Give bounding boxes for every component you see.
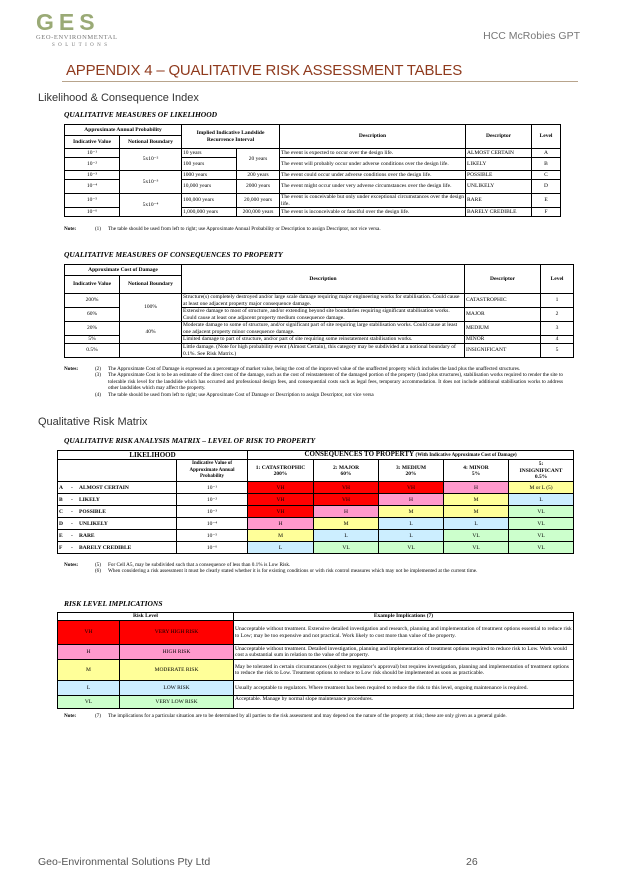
matrix-row <box>58 530 574 542</box>
risk-cell: VL <box>379 542 444 554</box>
matrix-probability: 10⁻⁶ <box>177 542 248 554</box>
table-cell: 100% <box>120 294 182 322</box>
table-cell: 10⁻⁶ <box>65 208 120 217</box>
likelihood-code: E <box>59 532 63 539</box>
table-cell: UNLIKELY <box>466 180 532 194</box>
table-cell: 5x10⁻³ <box>120 171 182 194</box>
risk-cell: L <box>248 542 314 554</box>
note-text: The Approximate Cost is to be an estimate of the direct cost of the damage, such as the cost of reinstatement of the damaged portion of the property (land plus structures), stabilisation works required to render the site to tolerable risk level for the landslide which has occurred and professional design fees, and consequential costs such as legal fees, temporary accommodation. It does not include additional stabilisation works to address other landslides which may affect the property. <box>108 372 563 392</box>
table-cell: The event is conceivable but only under exceptional circumstances over the design life. <box>281 194 465 207</box>
table-cell: The event could occur under adverse conditions over the design life. <box>280 171 466 180</box>
note-number: (1) <box>94 226 101 232</box>
table-cell: 10⁻⁴ <box>65 180 120 194</box>
matrix-row <box>58 482 574 494</box>
risk-cell: M <box>314 518 379 530</box>
note-number: (6) <box>94 568 101 575</box>
indicative-header: Indicative Value <box>65 136 120 149</box>
table-cell: MINOR <box>465 336 541 344</box>
risk-cell: VL <box>509 506 574 518</box>
likelihood-table <box>64 124 561 217</box>
table-cell: 5x10⁻⁴ <box>120 194 182 217</box>
risk-cell: VH <box>248 494 314 506</box>
table-cell: 1,000,000 years <box>182 208 237 217</box>
notional-header: Notional Boundary <box>120 136 182 149</box>
risk-cell: VH <box>248 506 314 518</box>
risk-cell: VH <box>314 494 379 506</box>
likelihood-name: RARE <box>79 532 95 539</box>
risk-level-header: Risk Level <box>58 613 234 621</box>
risk-matrix-table <box>57 450 574 554</box>
table-cell: 10 years <box>182 149 237 158</box>
risk-name-cell: HIGH RISK <box>120 645 234 660</box>
level-header: Level <box>532 125 561 149</box>
risk-cell: H <box>314 506 379 518</box>
likelihood-name: ALMOST CERTAIN <box>79 484 129 491</box>
table-cell: 10⁻³ <box>65 171 120 180</box>
cost-header: Approximate Cost of Damage <box>65 265 182 276</box>
recurrence-header: Implied Indicative Landslide Recurrence Interval <box>182 125 280 149</box>
table-cell: 5% <box>65 336 120 344</box>
company-logo <box>36 10 156 54</box>
table-cell: Moderate damage to some of structure, and/or significant part of site requiring large stabilisation works. Could cause at least one adjacent property minor consequence damage. <box>182 322 465 336</box>
column-minor <box>444 460 509 482</box>
matrix-row <box>58 494 574 506</box>
likelihood-code: F <box>59 544 63 551</box>
risk-cell: M <box>248 530 314 542</box>
consequences-header-sub: (With Indicative Approximate Cost of Damage) <box>415 453 517 458</box>
table-cell: 10,000 years <box>182 180 237 194</box>
likelihood-code: A <box>59 484 63 491</box>
logo-main-text: GES <box>36 9 100 35</box>
table-cell: The event might occur under very adverse circumstances over the design life. <box>280 180 466 194</box>
risk-name-cell: LOW RISK <box>120 681 234 696</box>
page-number: 26 <box>466 856 478 868</box>
separator-dash: - <box>71 508 73 515</box>
table-cell: 5 <box>541 344 574 358</box>
note-label: Notes: <box>64 366 79 372</box>
column-label: 4: MINOR <box>463 464 489 471</box>
column-value: 200% <box>273 470 288 477</box>
matrix-probability: 10⁻⁵ <box>177 530 248 542</box>
title-divider <box>62 81 578 82</box>
table-cell: 5x10⁻² <box>120 149 182 171</box>
risk-code-cell: M <box>58 660 120 681</box>
table-cell: E <box>532 194 561 208</box>
likelihood-note <box>64 226 563 232</box>
table-cell: 20% <box>65 322 120 336</box>
note-number: (2) <box>94 366 101 372</box>
matrix-body <box>58 482 574 554</box>
table-cell: 3 <box>541 322 574 336</box>
table-cell: BARELY CREDIBLE <box>466 208 532 217</box>
risk-cell: VH <box>379 482 444 494</box>
note-text: The table should be used from left to right; use Approximate Cost of Damage or Description to assign Descriptor, not vice versa <box>108 391 374 398</box>
consequence-table-title: QUALITATIVE MEASURES OF CONSEQUENCES TO PROPERTY <box>64 250 283 259</box>
note-label: Note: <box>64 713 77 719</box>
note-text: The table should be used from left to right; use Approximate Annual Probability or Description to assign Descriptor, not vice versa. <box>108 226 381 232</box>
matrix-row <box>58 518 574 530</box>
separator-dash: - <box>71 496 73 503</box>
table-cell: 100 years <box>182 158 237 171</box>
risk-cell: H <box>248 518 314 530</box>
risk-implication-text: Usually acceptable to regulators. Where treatment has been required to reduce the risk to this level, ongoing maintenance is required. <box>234 681 574 696</box>
separator-dash: - <box>71 484 73 491</box>
likelihood-name: LIKELY <box>79 496 100 503</box>
risk-code-cell: VH <box>58 621 120 645</box>
matrix-row-label <box>58 542 177 554</box>
indicative-header: Indicative Value <box>65 276 120 294</box>
separator-dash: - <box>71 544 73 551</box>
note-number: (3) <box>94 372 101 379</box>
table-cell: 1000 years <box>182 171 237 180</box>
example-implications-header: Example Implications (7) <box>234 613 574 621</box>
logo-line-1: GEO-ENVIRONMENTAL <box>36 34 118 41</box>
note-label <box>64 372 84 391</box>
table-cell: INSIGNIFICANT <box>465 344 541 358</box>
likelihood-name: UNLIKELY <box>79 520 108 527</box>
column-label: 1: CATASTROPHIC <box>255 464 306 471</box>
likelihood-section-heading: Likelihood & Consequence Index <box>38 92 199 104</box>
risk-matrix-section-heading: Qualitative Risk Matrix <box>38 416 148 428</box>
risk-implications-note <box>64 713 563 719</box>
footer-company: Geo-Environmental Solutions Pty Ltd <box>38 856 211 868</box>
note-text: For Cell A5, may be subdivided such that a consequence of less than 0.1% is Low Risk. <box>108 562 291 568</box>
table-cell: CATASTROPHIC <box>465 294 541 308</box>
risk-cell: H <box>444 482 509 494</box>
document-reference: HCC McRobies GPT <box>483 30 580 42</box>
risk-cell: M <box>379 506 444 518</box>
risk-implication-text: Acceptable. Manage by normal slope maintenance procedures. <box>234 696 574 709</box>
matrix-row <box>58 542 574 554</box>
note-label <box>64 392 84 398</box>
table-cell: 200,000 years <box>237 208 280 217</box>
table-cell: RARE <box>466 194 532 208</box>
note-text: The implications for a particular situation are to be determined by all parties to the risk assessment and may depend on the nature of the property at risk; these are only given as a general guide. <box>108 713 507 719</box>
matrix-row-label <box>58 494 177 506</box>
risk-cell: VL <box>509 530 574 542</box>
risk-cell: L <box>379 530 444 542</box>
column-value: 0.5% <box>534 473 548 480</box>
risk-cell: VL <box>509 542 574 554</box>
table-cell: 20,000 years <box>237 194 280 208</box>
matrix-row-label <box>58 506 177 518</box>
likelihood-code: D <box>59 520 63 527</box>
risk-cell: L <box>379 518 444 530</box>
risk-implication-text: Unacceptable without treatment. Extensive detailed investigation and research, planning and implementation of treatment options essential to reduce risk to Low; may be too expensive and not practical. Work likely to cost more than value of the property. <box>234 621 574 645</box>
likelihood-name: POSSIBLE <box>79 508 106 515</box>
risk-cell: L <box>509 494 574 506</box>
column-value: 20% <box>405 470 417 477</box>
table-cell: 10⁻⁵ <box>65 194 120 208</box>
table-cell: Extensive damage to most of structure, and/or extending beyond site boundaries requiring significant stabilisation works. Could cause at least one adjacent property medium consequence damage. <box>182 308 465 322</box>
matrix-row-label <box>58 482 177 494</box>
risk-cell: L <box>314 530 379 542</box>
table-cell: Structure(s) completely destroyed and/or large scale damage requiring major engineering works for stabilisation. Could cause at least one adjacent property major consequence damage. <box>182 294 465 308</box>
table-cell: Little damage. (Note for high probability event (Almost Certain), this category may be subdivided at a notional boundary of 0.1%. See Risk Matrix.) <box>182 344 465 358</box>
matrix-probability: 10⁻³ <box>177 506 248 518</box>
table-cell <box>120 344 182 358</box>
table-cell: 20 years <box>237 149 280 171</box>
risk-cell: M <box>444 494 509 506</box>
risk-code-cell: H <box>58 645 120 660</box>
risk-cell: VH <box>248 482 314 494</box>
matrix-row-label <box>58 530 177 542</box>
consequences-header-text: CONSEQUENCES TO PROPERTY <box>304 450 414 458</box>
risk-name-cell: VERY LOW RISK <box>120 696 234 709</box>
risk-implication-text: Unacceptable without treatment. Detailed investigation, planning and implementation of treatment options required to reduce risk to Low. Work would cost a substantial sum in relation to the value of the property. <box>234 645 574 660</box>
likelihood-header: LIKELIHOOD <box>58 451 248 460</box>
matrix-probability: 10⁻² <box>177 494 248 506</box>
likelihood-table-title: QUALITATIVE MEASURES OF LIKELIHOOD <box>64 110 218 119</box>
risk-matrix-title: QUALITATIVE RISK ANALYSIS MATRIX – LEVEL OF RISK TO PROPERTY <box>64 436 316 445</box>
table-cell: MAJOR <box>465 308 541 322</box>
column-insignificant <box>509 460 574 482</box>
risk-cell: H <box>379 494 444 506</box>
note-label: Note: <box>64 226 77 232</box>
description-header: Description <box>280 125 466 149</box>
matrix-row <box>58 506 574 518</box>
column-value: 5% <box>471 470 481 477</box>
note-label <box>64 568 84 574</box>
column-medium <box>379 460 444 482</box>
table-cell: 200% <box>65 294 120 308</box>
table-cell: 2000 years <box>237 180 280 194</box>
consequence-table <box>64 264 574 358</box>
page-title: APPENDIX 4 – QUALITATIVE RISK ASSESSMENT TABLES <box>66 62 463 79</box>
table-cell: B <box>532 158 561 171</box>
note-number: (4) <box>94 391 101 398</box>
logo-line-2: SOLUTIONS <box>52 43 111 48</box>
table-cell: 60% <box>65 308 120 322</box>
likelihood-name: BARELY CREDIBLE <box>79 544 132 551</box>
description-header: Description <box>182 265 465 294</box>
table-cell: POSSIBLE <box>466 171 532 180</box>
risk-cell: VL <box>444 530 509 542</box>
table-cell: 2 <box>541 308 574 322</box>
risk-cell: VL <box>314 542 379 554</box>
consequences-header <box>248 451 574 460</box>
table-cell: C <box>532 171 561 180</box>
column-catastrophic <box>248 460 314 482</box>
table-cell: F <box>532 208 561 217</box>
column-value: 60% <box>340 470 352 477</box>
risk-matrix-notes <box>64 562 563 575</box>
table-cell: The event is inconceivable or fanciful over the design life. <box>280 208 466 217</box>
column-major <box>314 460 379 482</box>
table-cell: The event is expected to occur over the design life. <box>280 149 466 158</box>
note-label: Notes: <box>64 562 79 568</box>
table-cell: 200 years <box>237 171 280 180</box>
column-label: 5: <box>538 461 544 468</box>
aap-header: Approximate Annual Probability <box>65 125 182 136</box>
table-cell: LIKELY <box>466 158 532 171</box>
table-cell: 0.5% <box>65 344 120 358</box>
table-cell: 1 <box>541 294 574 308</box>
matrix-probability: 10⁻⁴ <box>177 518 248 530</box>
table-cell: Limited damage to part of structure, and/or part of site requiring some reinstatement stabilisation works. <box>182 336 465 344</box>
risk-cell: VL <box>444 542 509 554</box>
risk-name-cell: MODERATE RISK <box>120 660 234 681</box>
column-label: 2: MAJOR <box>332 464 360 471</box>
note-text: The Approximate Cost of Damage is expressed as a percentage of market value, being the cost of the improved value of the unaffected property which includes the land plus the unaffected structures. <box>108 366 521 372</box>
separator-dash: - <box>71 532 73 539</box>
likelihood-code: B <box>59 496 63 503</box>
risk-cell: M <box>444 506 509 518</box>
table-cell: 10⁻² <box>65 158 120 171</box>
table-cell: MEDIUM <box>465 322 541 336</box>
table-cell: A <box>532 149 561 158</box>
table-cell: D <box>532 180 561 194</box>
risk-implications-table <box>57 612 574 709</box>
note-number: (7) <box>94 713 101 719</box>
descriptor-header: Descriptor <box>465 265 541 294</box>
risk-cell: L <box>444 518 509 530</box>
matrix-row-label <box>58 518 177 530</box>
table-cell: 40% <box>120 322 182 344</box>
column-label: 3: MEDIUM <box>395 464 427 471</box>
note-number: (5) <box>94 562 101 568</box>
consequence-notes <box>64 366 563 398</box>
risk-name-cell: VERY HIGH RISK <box>120 621 234 645</box>
descriptor-header: Descriptor <box>466 125 532 149</box>
note-text: When considering a risk assessment it must be clearly stated whether it is for existing conditions or with risk control measures which may not be implemented at the current time. <box>108 568 478 575</box>
risk-code-cell: VL <box>58 696 120 709</box>
matrix-corner <box>58 460 177 482</box>
risk-cell: VL <box>509 518 574 530</box>
notional-header: Notional Boundary <box>120 276 182 294</box>
risk-implications-title: RISK LEVEL IMPLICATIONS <box>64 599 163 608</box>
separator-dash: - <box>71 520 73 527</box>
indicative-header: Indicative Value of Approximate Annual Probability <box>177 460 248 482</box>
table-cell: 100,000 years <box>182 194 237 208</box>
level-header: Level <box>541 265 574 294</box>
matrix-probability: 10⁻¹ <box>177 482 248 494</box>
table-cell: ALMOST CERTAIN <box>466 149 532 158</box>
risk-cell: VH <box>314 482 379 494</box>
column-label-2: INSIGNIFICANT <box>519 467 563 474</box>
risk-implication-text: May be tolerated in certain circumstances (subject to regulator’s approval) but requires investigation, planning and implementation of treatment options to reduce the risk to Low. Treatment options to reduce to Low risk should be implemented as soon as practicable. <box>234 660 574 681</box>
risk-cell: M or L (5) <box>509 482 574 494</box>
table-cell: The event will probably occur under adverse conditions over the design life. <box>280 158 466 171</box>
risk-code-cell: L <box>58 681 120 696</box>
likelihood-code: C <box>59 508 63 515</box>
table-cell: 4 <box>541 336 574 344</box>
table-cell: 10⁻¹ <box>65 149 120 158</box>
